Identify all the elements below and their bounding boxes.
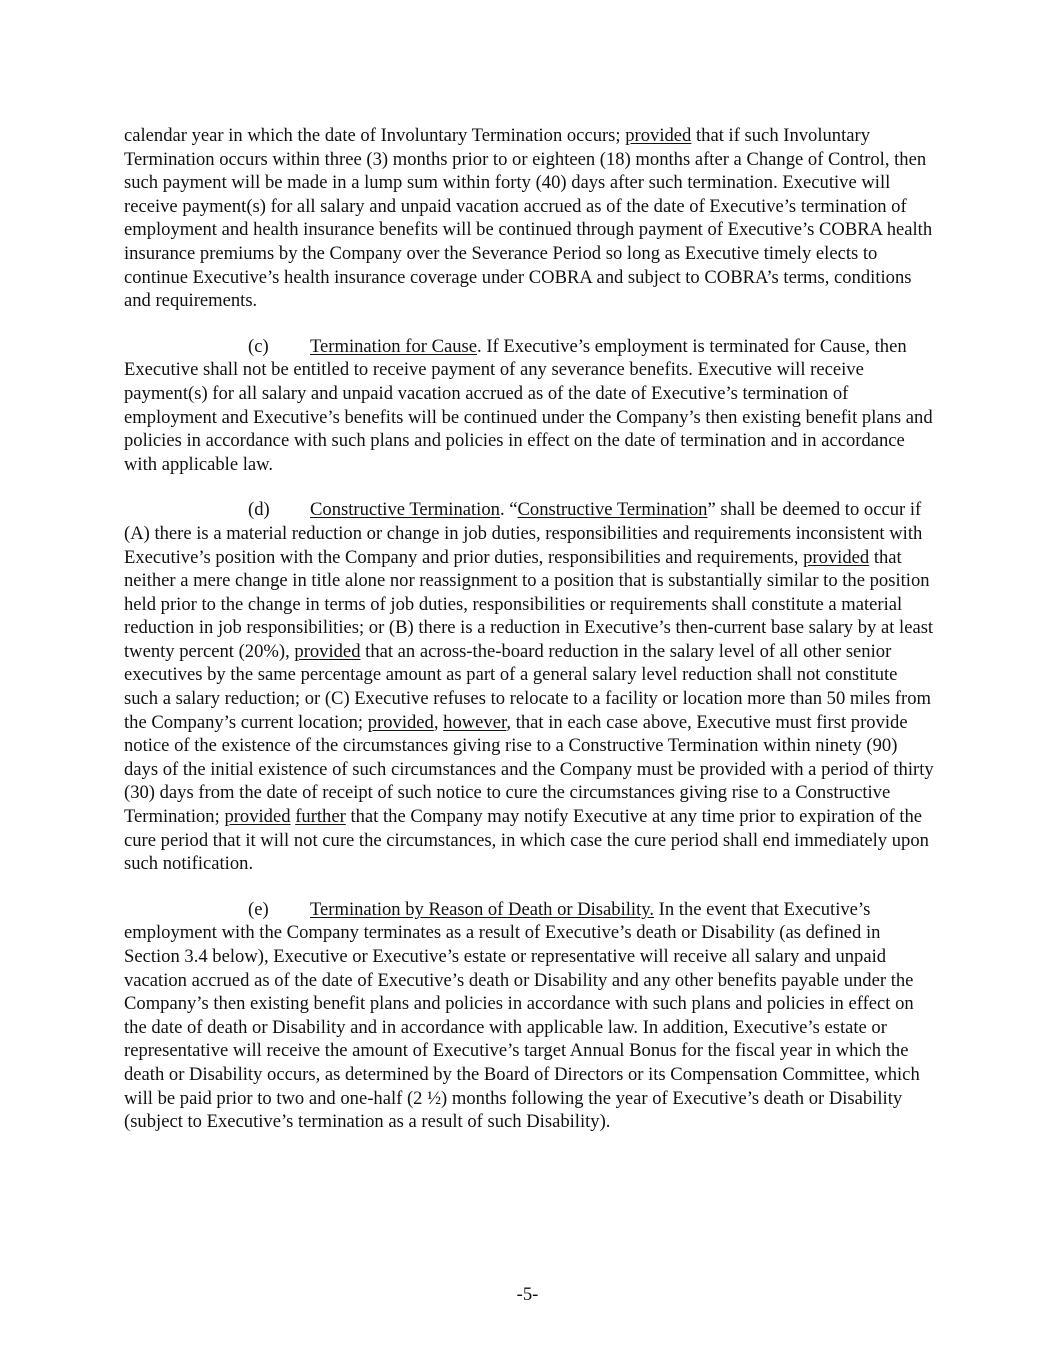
text: ,	[433, 711, 444, 733]
text: In the event that Executive’s employment with the Company terminates as a result of Executive’s death or Disability (as defined in Section 3.4 below), Executive or Executive’s estate or representative will receive all salary and unpaid vacation accrued as of the date of Executive’s death or Disability and any other benefits payable under the Company’s then existing benefit plans and policies in accordance with such plans and policies in effect on the date of death or Disability and in accordance with applicable law. In addition, Executive’s estate or representative will receive the amount of Executive’s target Annual Bonus for the fiscal year in which the death or Disability occurs, as determined by the Board of Directors or its Compensation Committee, which will be paid prior to two and one-half (2 ½) months following the year of Executive’s death or Disability (subject to Executive’s termination as a result of such Disability).	[124, 898, 920, 1133]
section-label: (c)	[248, 335, 269, 357]
section-heading: Termination by Reason of Death or Disability.	[310, 898, 654, 920]
further-term: further	[295, 806, 346, 828]
section-heading: Constructive Termination	[310, 499, 500, 521]
section-label: (d)	[248, 499, 270, 521]
provided-term: provided	[224, 806, 291, 828]
indent	[124, 498, 310, 522]
document-page	[124, 124, 934, 1156]
section-heading: Termination for Cause	[310, 335, 478, 357]
text: calendar year in which the date of Involuntary Termination occurs;	[124, 125, 626, 146]
text: that an across-the-board reduction in the salary level of all other senior executives by the same percentage amount as part of a general salary level reduction shall not constitute such a salary reduction; or (C) Executive refuses to relocate to a facility or location more than 50 miles from the Company’s current location;	[124, 640, 931, 733]
text: ” shall be deemed to occur if (A) there is a material reduction or change in job duties, responsibilities and requirements inconsistent with Executive’s position with the Company and prior duties, responsibilities and requirements,	[124, 499, 923, 568]
text: . If Executive’s employment is terminated for Cause, then Executive shall not be entitled to receive payment of any severance benefits. Executive will receive payment(s) for all salary and unpaid vacation accrued as of the date of Executive’s termination of employment and Executive’s benefits will be continued under the Company’s then existing benefit plans and policies in accordance with such plans and policies in effect on the date of termination and in accordance with applicable law.	[124, 335, 933, 475]
paragraph-d	[124, 498, 934, 876]
paragraph-e	[124, 898, 934, 1134]
however-term: however	[443, 711, 507, 733]
text: that if such Involuntary Termination occurs within three (3) months prior to or eighteen (18) months after a Change of Control, then such payment will be made in a lump sum within forty (40) days after such termination. Executive will receive payment(s) for all salary and unpaid vacation accrued as of the date of Executive’s termination of employment and health insurance benefits will be continued through payment of Executive’s COBRA health insurance premiums by the Company over the Severance Period so long as Executive timely elects to continue Executive’s health insurance coverage under COBRA and subject to COBRA’s terms, conditions and requirements.	[124, 125, 933, 312]
text: that neither a mere change in title alone nor reassignment to a position that is substantially similar to the position held prior to the change in terms of job duties, responsibilities or requirements shall constitute a material reduction in job responsibilities; or (B) there is a reduction in Executive’s then-current base salary by at least twenty percent (20%),	[124, 546, 934, 662]
paragraph-b-continuation	[124, 124, 934, 313]
defined-term: Constructive Termination	[517, 499, 708, 521]
page-number: -5-	[516, 1284, 539, 1305]
indent	[124, 898, 310, 922]
text: , that in each case above, Executive must first provide notice of the existence of the circumstances giving rise to a Constructive Termination within ninety (90) days of the initial existence of such circumstances and the Company must be provided with a period of thirty (30) days from the date of receipt of such notice to cure the circumstances giving rise to a Constructive Termination;	[124, 711, 934, 828]
paragraph-c	[124, 335, 934, 477]
provided-term: provided	[803, 546, 870, 568]
section-label: (e)	[248, 898, 269, 920]
text: that the Company may notify Executive at any time prior to expiration of the cure period that it will not cure the circumstances, in which case the cure period shall end immediately upon such notification.	[124, 806, 929, 875]
provided-term: provided	[625, 125, 692, 146]
indent	[124, 335, 310, 359]
provided-term: provided	[294, 640, 361, 662]
provided-term: provided	[367, 711, 434, 733]
text: . “	[499, 499, 518, 521]
